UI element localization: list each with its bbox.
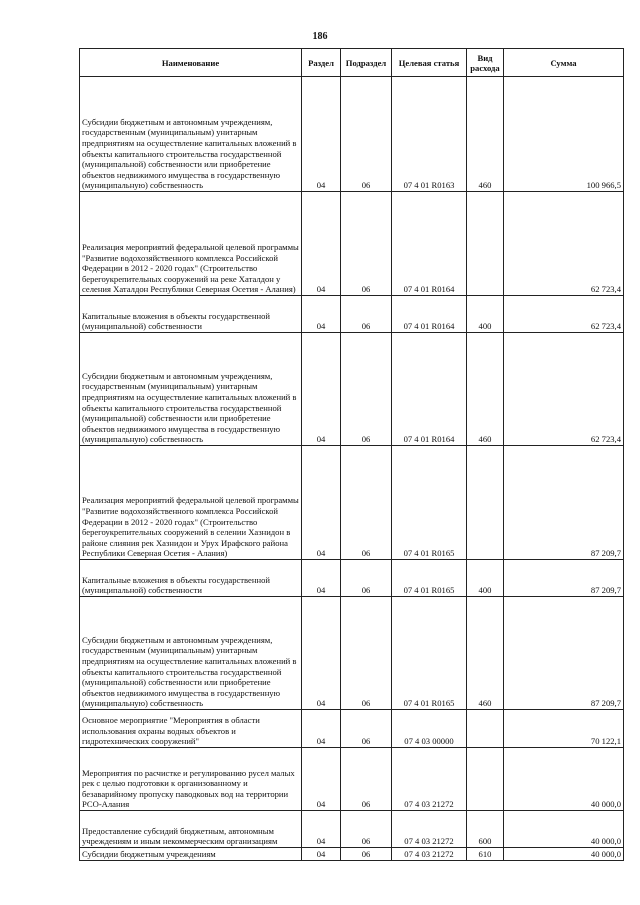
cell-vid: 460 <box>467 77 504 192</box>
cell-name: Реализация мероприятий федеральной целевой программы "Развитие водохозяйственного комплекса Российской Федерации в 2012 - 2020 годах" (Строительство берегоукрепительных сооружений в селении Хазнидон в районе слияния рек Хазнидон и Урух Ирафского района Республики Северная Осетия - Алания) <box>80 446 302 560</box>
table-row <box>80 560 624 597</box>
cell-vid: 460 <box>467 597 504 710</box>
cell-vid: 610 <box>467 848 504 861</box>
cell-vid: 400 <box>467 296 504 333</box>
cell-podrazdel: 06 <box>341 192 392 296</box>
cell-name: Основное мероприятие "Мероприятия в области использования охраны водных объектов и гидротехнических сооружений" <box>80 710 302 748</box>
cell-summa: 87 209,7 <box>504 560 624 597</box>
header-summa: Сумма <box>504 49 624 77</box>
table-row <box>80 77 624 192</box>
cell-podrazdel: 06 <box>341 597 392 710</box>
cell-razdel: 04 <box>302 748 341 811</box>
cell-razdel: 04 <box>302 333 341 446</box>
header-name: Наименование <box>80 49 302 77</box>
cell-summa: 40 000,0 <box>504 748 624 811</box>
header-celevaya: Целевая статья <box>392 49 467 77</box>
table-row <box>80 446 624 560</box>
cell-razdel: 04 <box>302 446 341 560</box>
header-vid: Вид расхода <box>467 49 504 77</box>
cell-name: Капитальные вложения в объекты государственной (муниципальной) собственности <box>80 296 302 333</box>
cell-podrazdel: 06 <box>341 848 392 861</box>
cell-celevaya: 07 4 01 R0164 <box>392 333 467 446</box>
cell-vid <box>467 192 504 296</box>
cell-vid <box>467 710 504 748</box>
cell-celevaya: 07 4 03 21272 <box>392 748 467 811</box>
cell-name: Субсидии бюджетным учреждениям <box>80 848 302 861</box>
cell-celevaya: 07 4 01 R0165 <box>392 446 467 560</box>
table-row <box>80 192 624 296</box>
cell-vid <box>467 748 504 811</box>
cell-razdel: 04 <box>302 560 341 597</box>
cell-celevaya: 07 4 03 21272 <box>392 811 467 848</box>
cell-summa: 87 209,7 <box>504 446 624 560</box>
cell-name: Субсидии бюджетным и автономным учреждениям, государственным (муниципальным) унитарным предприятиям на осуществление капитальных вложений в объекты капитального строительства государственной (муниципальной) собственности или приобретение объектов недвижимого имущества в государственную (муниципальную) собственность <box>80 597 302 710</box>
cell-razdel: 04 <box>302 848 341 861</box>
cell-razdel: 04 <box>302 710 341 748</box>
page-number: 186 <box>312 31 328 42</box>
cell-name: Предоставление субсидий бюджетным, автономным учреждениям и иным некоммерческим организациям <box>80 811 302 848</box>
cell-razdel: 04 <box>302 597 341 710</box>
cell-summa: 87 209,7 <box>504 597 624 710</box>
table-row <box>80 848 624 861</box>
cell-summa: 62 723,4 <box>504 296 624 333</box>
cell-celevaya: 07 4 01 R0164 <box>392 296 467 333</box>
cell-vid: 460 <box>467 333 504 446</box>
cell-summa: 62 723,4 <box>504 192 624 296</box>
table-row <box>80 748 624 811</box>
cell-summa: 62 723,4 <box>504 333 624 446</box>
cell-podrazdel: 06 <box>341 748 392 811</box>
cell-podrazdel: 06 <box>341 811 392 848</box>
cell-celevaya: 07 4 01 R0165 <box>392 597 467 710</box>
table-row <box>80 710 624 748</box>
cell-summa: 100 966,5 <box>504 77 624 192</box>
cell-podrazdel: 06 <box>341 296 392 333</box>
table-row <box>80 811 624 848</box>
cell-podrazdel: 06 <box>341 333 392 446</box>
cell-summa: 70 122,1 <box>504 710 624 748</box>
cell-vid <box>467 446 504 560</box>
budget-table <box>79 48 624 861</box>
cell-razdel: 04 <box>302 296 341 333</box>
cell-podrazdel: 06 <box>341 446 392 560</box>
cell-name: Субсидии бюджетным и автономным учреждениям, государственным (муниципальным) унитарным предприятиям на осуществление капитальных вложений в объекты капитального строительства государственной (муниципальной) собственности или приобретение объектов недвижимого имущества в государственную (муниципальную) собственность <box>80 333 302 446</box>
header-razdel: Раздел <box>302 49 341 77</box>
cell-vid: 600 <box>467 811 504 848</box>
cell-celevaya: 07 4 01 R0165 <box>392 560 467 597</box>
table-body <box>80 77 624 861</box>
table-row <box>80 597 624 710</box>
cell-summa: 40 000,0 <box>504 811 624 848</box>
table-row <box>80 296 624 333</box>
cell-summa: 40 000,0 <box>504 848 624 861</box>
cell-podrazdel: 06 <box>341 560 392 597</box>
cell-name: Субсидии бюджетным и автономным учреждениям, государственным (муниципальным) унитарным предприятиям на осуществление капитальных вложений в объекты капитального строительства государственной (муниципальной) собственности или приобретение объектов недвижимого имущества в государственную (муниципальную) собственность <box>80 77 302 192</box>
cell-name: Реализация мероприятий федеральной целевой программы "Развитие водохозяйственного комплекса Российской Федерации в 2012 - 2020 годах" (Строительство берегоукрепительных сооружений на реке Хаталдон у селения Хаталдон Республики Северная Осетия - Алания) <box>80 192 302 296</box>
cell-name: Капитальные вложения в объекты государственной (муниципальной) собственности <box>80 560 302 597</box>
cell-celevaya: 07 4 01 R0163 <box>392 77 467 192</box>
table-row <box>80 333 624 446</box>
header-row <box>80 49 624 77</box>
cell-razdel: 04 <box>302 192 341 296</box>
cell-celevaya: 07 4 03 21272 <box>392 848 467 861</box>
header-podrazdel: Подраздел <box>341 49 392 77</box>
cell-podrazdel: 06 <box>341 710 392 748</box>
cell-razdel: 04 <box>302 77 341 192</box>
cell-celevaya: 07 4 03 00000 <box>392 710 467 748</box>
cell-celevaya: 07 4 01 R0164 <box>392 192 467 296</box>
table-header <box>80 49 624 77</box>
cell-name: Мероприятия по расчистке и регулированию русел малых рек с целью подготовки к организованному и безаварийному пропуску паводковых вод на территории РСО-Алания <box>80 748 302 811</box>
cell-vid: 400 <box>467 560 504 597</box>
cell-razdel: 04 <box>302 811 341 848</box>
cell-podrazdel: 06 <box>341 77 392 192</box>
